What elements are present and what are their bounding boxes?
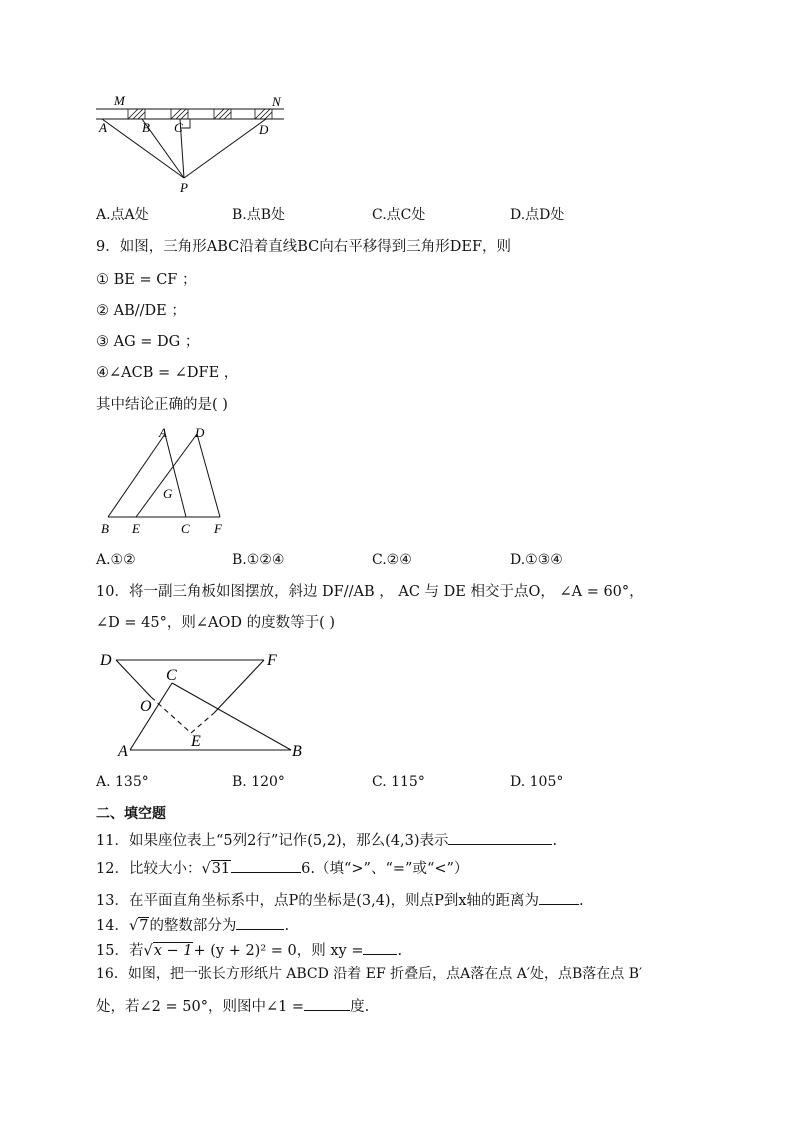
q16-answer-blank[interactable] bbox=[304, 996, 350, 1011]
fig9-label-F: F bbox=[214, 521, 222, 536]
q9-item-4: ④∠ACB = ∠DFE ， bbox=[96, 365, 239, 381]
q12-sqrt-symbol: √ bbox=[201, 861, 211, 877]
fig10-label-E: E bbox=[191, 733, 201, 750]
fig8-label-N: N bbox=[272, 94, 281, 109]
q14-sqrt-symbol: √ bbox=[128, 918, 139, 934]
fig8-label-M: M bbox=[114, 93, 125, 108]
q8-option-b: B.点B处 bbox=[232, 207, 286, 223]
fig8-label-B: B bbox=[142, 120, 150, 135]
q14-radicand: 7 bbox=[139, 918, 149, 934]
q12-post: 6.（填“>”、“=”或“<”） bbox=[301, 861, 469, 877]
q9-item-3: ③ AG = DG ； bbox=[96, 334, 200, 350]
q14-num: 14． bbox=[96, 918, 129, 934]
fig10-label-C: C bbox=[166, 667, 177, 684]
q16-unit: 度. bbox=[350, 999, 370, 1015]
fig9-label-G: G bbox=[163, 486, 173, 501]
fig10-label-B: B bbox=[292, 743, 302, 760]
q9-ask: 其中结论正确的是( ) bbox=[96, 397, 228, 413]
q8-option-c: C.点C处 bbox=[372, 207, 426, 223]
q9-stem: 9．如图，三角形ABC沿着直线BC向右平移得到三角形DEF，则 bbox=[96, 239, 512, 255]
q11-end: . bbox=[552, 833, 558, 849]
q10-option-d: D. 105° bbox=[510, 774, 564, 790]
fig10-label-D: D bbox=[100, 652, 112, 669]
q16-line1: 16．如图，把一张长方形纸片 ABCD 沿着 EF 折叠后，点A落在点 A′处，点B落在点 B′ bbox=[96, 966, 643, 982]
q10-option-c: C. 115° bbox=[372, 774, 425, 790]
q15-answer-blank[interactable] bbox=[363, 940, 397, 955]
section-title: 二、填空题 bbox=[96, 806, 166, 822]
q15 bbox=[96, 940, 402, 961]
fig9-label-C: C bbox=[181, 521, 190, 536]
q14-answer-blank[interactable] bbox=[236, 915, 284, 930]
q9-option-b: B.①②④ bbox=[232, 552, 285, 568]
q8-option-a: A.点A处 bbox=[96, 207, 149, 223]
fig9-label-A: A bbox=[159, 425, 167, 440]
fig10-label-F: F bbox=[267, 652, 277, 669]
q9-item-2: ② AB//DE ； bbox=[96, 303, 186, 319]
q9-item-1: ① BE = CF ； bbox=[96, 272, 197, 288]
q15-mid: + (y + 2)² = 0，则 xy = bbox=[193, 943, 364, 959]
q8-option-d: D.点D处 bbox=[510, 207, 565, 223]
fig9-label-E: E bbox=[132, 521, 140, 536]
q11-answer-blank[interactable] bbox=[448, 830, 552, 845]
q14-end: . bbox=[284, 918, 290, 934]
q14-text: 的整数部分为 bbox=[149, 918, 237, 934]
q10-option-a: A. 135° bbox=[96, 774, 149, 790]
figure-q9 bbox=[96, 422, 236, 540]
q16-line2 bbox=[96, 996, 369, 1017]
q9-option-d: D.①③④ bbox=[510, 552, 563, 568]
q12-answer-blank[interactable] bbox=[231, 858, 301, 873]
fig10-label-A: A bbox=[118, 743, 128, 760]
q12-radicand: 31 bbox=[211, 861, 231, 877]
q15-sqrt-symbol: √ bbox=[143, 943, 153, 959]
q13-answer-blank[interactable] bbox=[539, 890, 579, 905]
q15-end: . bbox=[397, 943, 403, 959]
figure-q10 bbox=[96, 645, 311, 763]
fig8-label-P: P bbox=[180, 180, 188, 195]
q13-end: . bbox=[579, 893, 584, 909]
q15-pre: 15．若 bbox=[96, 943, 144, 959]
figure-q8 bbox=[94, 92, 294, 196]
q12 bbox=[96, 858, 468, 879]
q10-stem-line1: 10．将一副三角板如图摆放，斜边 DF//AB ， AC 与 DE 相交于点O， ∠A = 60°， bbox=[96, 584, 644, 600]
fig9-label-B: B bbox=[101, 521, 109, 536]
q13-text: 13．在平面直角坐标系中，点P的坐标是(3,4)，则点P到x轴的距离为 bbox=[96, 893, 540, 909]
q9-option-a: A.①② bbox=[96, 552, 136, 568]
q16-text: 处，若∠2 = 50°，则图中∠1 = bbox=[96, 999, 305, 1015]
q13 bbox=[96, 890, 584, 911]
fig10-label-O: O bbox=[140, 698, 152, 715]
q15-radicand: x − 1 bbox=[153, 943, 193, 959]
q14 bbox=[96, 915, 289, 936]
fig8-label-C: C bbox=[174, 120, 183, 135]
fig8-label-D: D bbox=[259, 122, 269, 137]
fig8-label-A: A bbox=[99, 120, 107, 135]
q12-pre: 12．比较大小： bbox=[96, 861, 202, 877]
fig9-label-D: D bbox=[195, 425, 205, 440]
q9-option-c: C.②④ bbox=[372, 552, 412, 568]
q11 bbox=[96, 830, 557, 851]
q10-option-b: B. 120° bbox=[232, 774, 285, 790]
q10-stem-line2: ∠D = 45°，则∠AOD 的度数等于( ) bbox=[96, 615, 336, 631]
q11-text: 11．如果座位表上“5列2行”记作(5,2)，那么(4,3)表示 bbox=[96, 833, 449, 849]
